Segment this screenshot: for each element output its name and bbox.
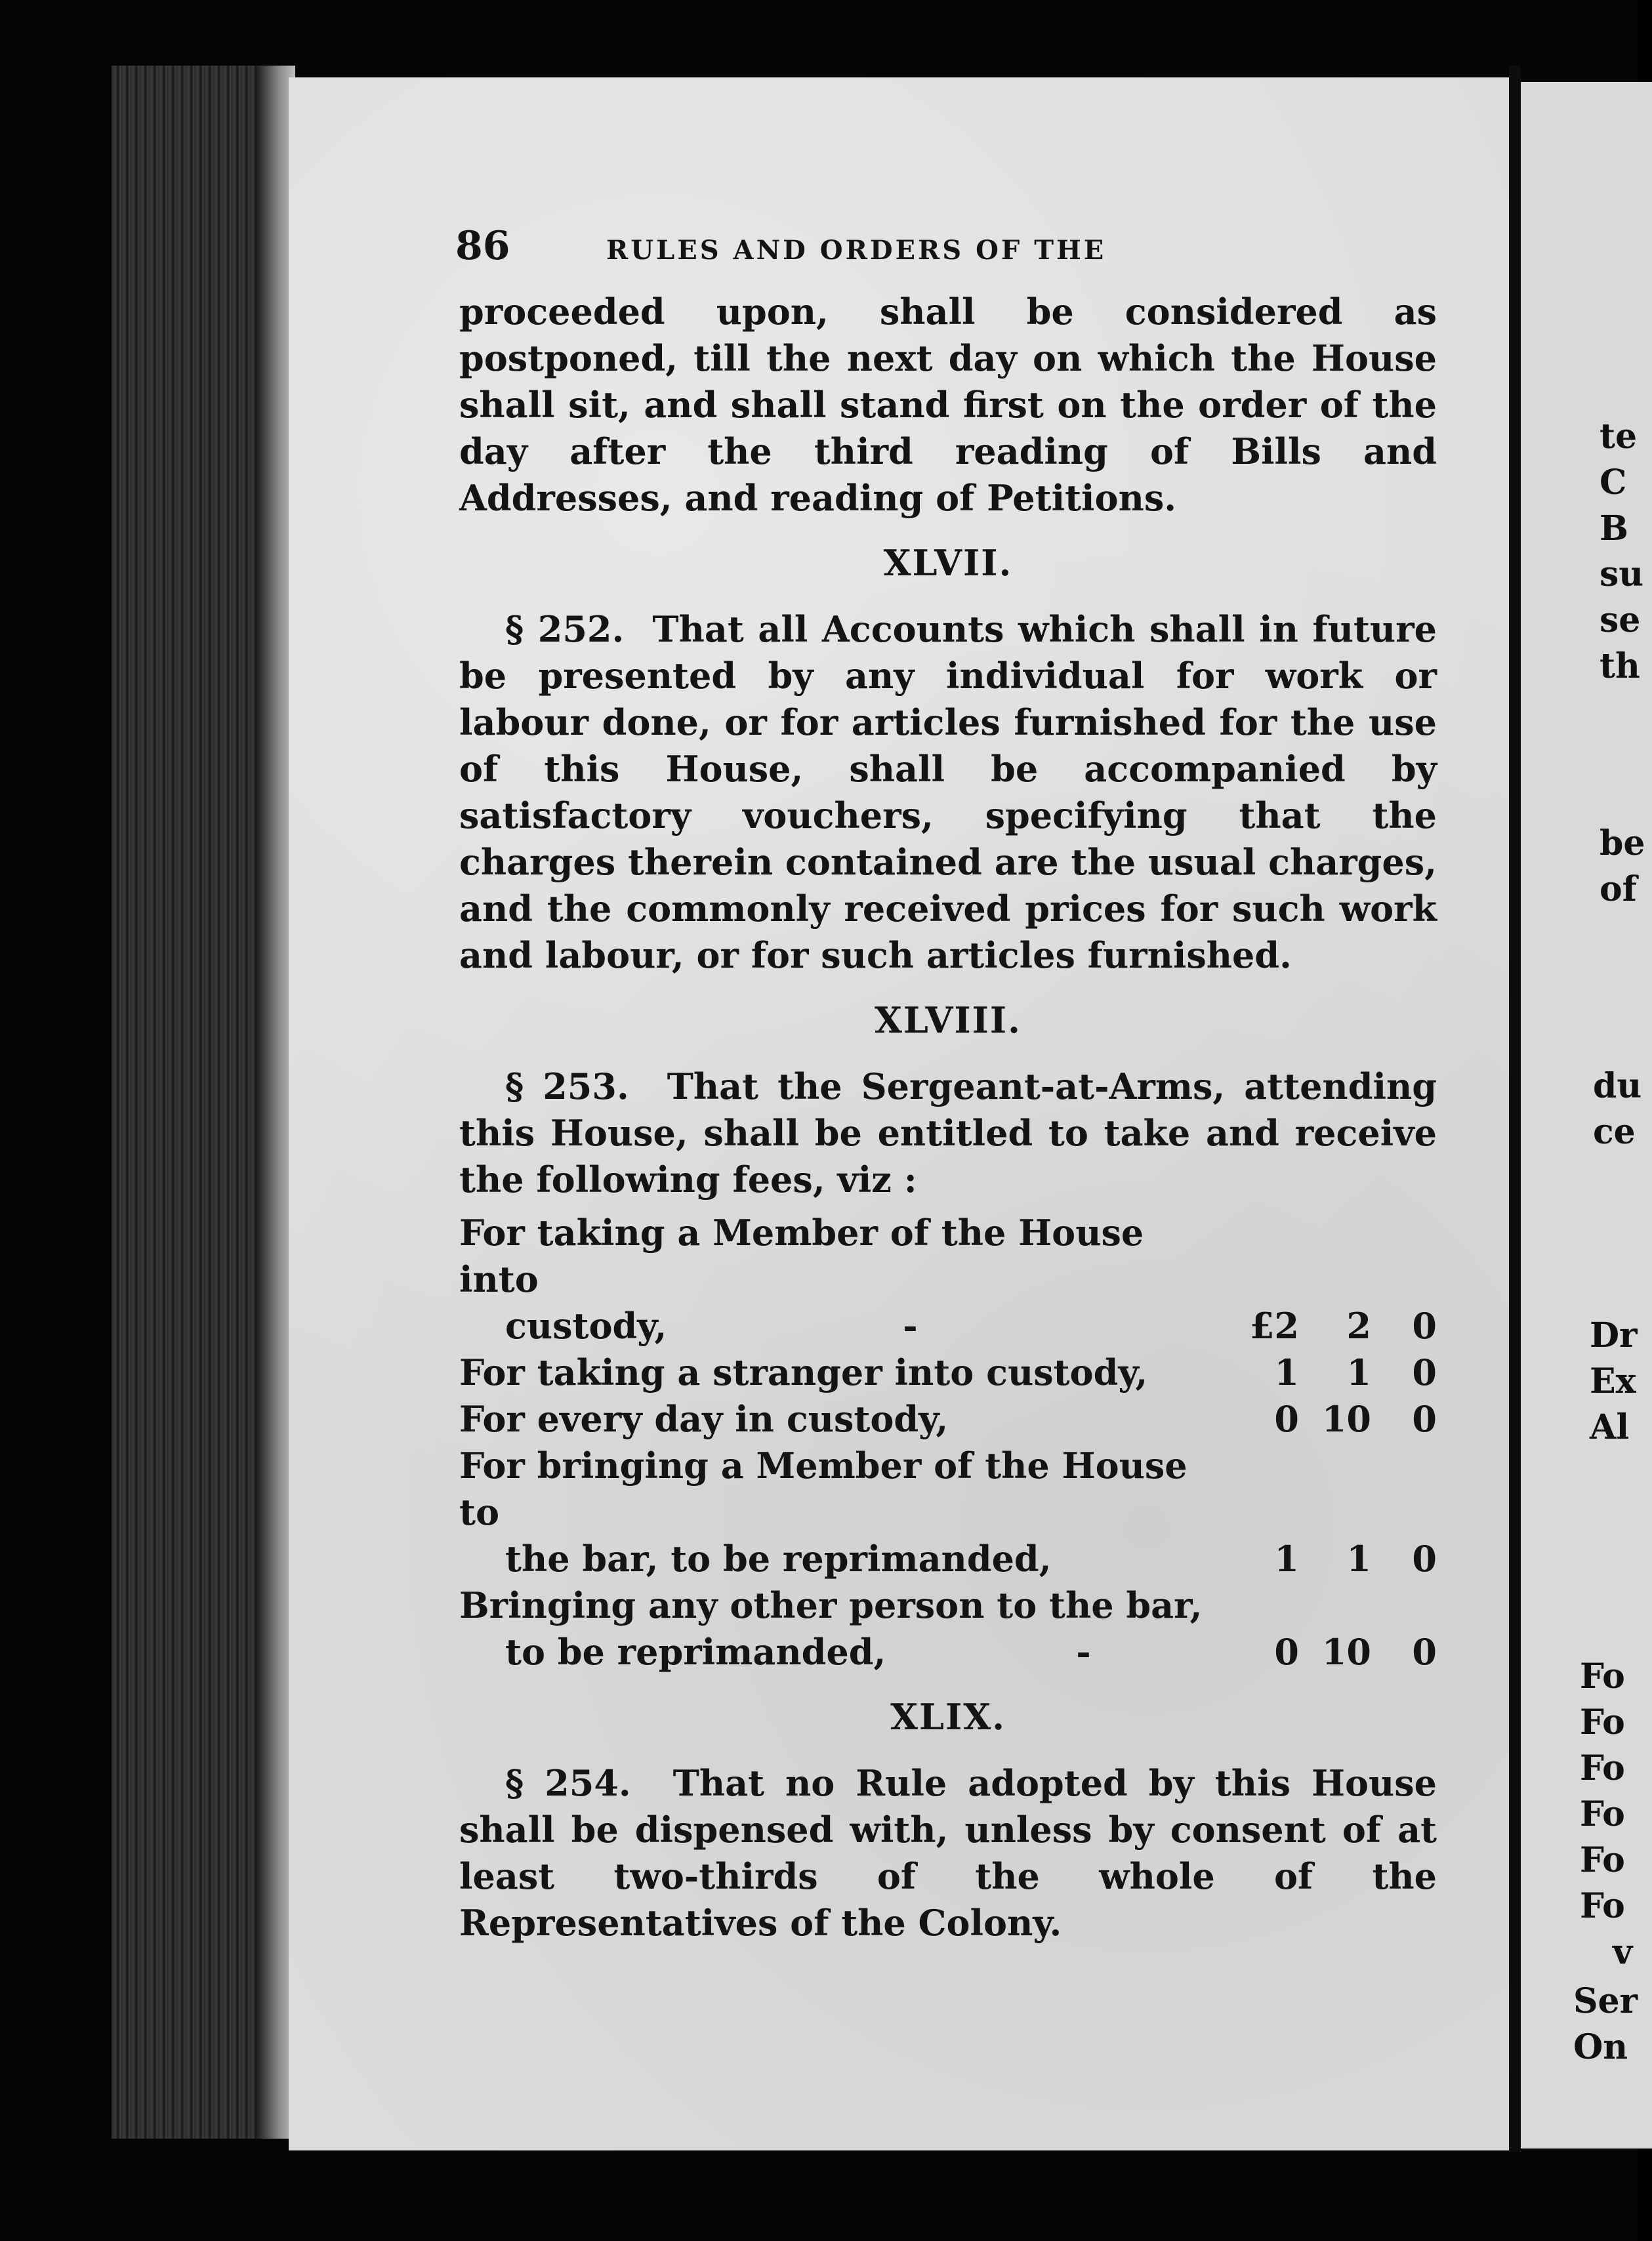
next-page-fragment: v bbox=[1613, 1932, 1633, 1972]
fee-row bbox=[459, 1396, 1437, 1443]
fee-description: For every day in custody, bbox=[459, 1398, 949, 1440]
next-page-fragment: Ex bbox=[1590, 1361, 1636, 1401]
fee-dash: - bbox=[903, 1305, 918, 1347]
fee-shillings: 2 bbox=[1346, 1305, 1371, 1347]
next-page-fragment: Ser bbox=[1573, 1981, 1638, 2021]
fee-pounds: £2 bbox=[1249, 1305, 1299, 1347]
fee-pence: 0 bbox=[1412, 1305, 1437, 1347]
next-page-fragment: be bbox=[1600, 823, 1645, 863]
fee-line bbox=[459, 1303, 1227, 1349]
fee-line bbox=[459, 1629, 1227, 1676]
next-page-fragment: Fo bbox=[1580, 1840, 1625, 1880]
fee-line: For taking a Member of the House into bbox=[459, 1212, 1144, 1300]
fee-shillings: 10 bbox=[1321, 1398, 1371, 1440]
fee-line: the bar, to be reprimanded, bbox=[505, 1538, 1052, 1580]
fee-pounds: 0 bbox=[1274, 1398, 1299, 1440]
fee-description bbox=[459, 1582, 1227, 1676]
fee-line-text: to be reprimanded, bbox=[505, 1631, 886, 1673]
fee-pence: 0 bbox=[1412, 1398, 1437, 1440]
next-page-fragment: Fo bbox=[1580, 1702, 1625, 1742]
next-page-fragment: se bbox=[1600, 600, 1641, 640]
page-divider bbox=[1509, 66, 1521, 2152]
next-page-fragment: ce bbox=[1593, 1112, 1636, 1152]
section-numeral: XLVIII. bbox=[875, 999, 1022, 1041]
next-page-fragment: Fo bbox=[1580, 1748, 1625, 1788]
section-text: That all Accounts which shall in future be presented by any individual for work or labour done, or for articles furnished for the use of this House, shall be accompanied by satisfactory vouchers, specifying that the charges therein contained are the usual charges, and the commonly received prices for such work and labour, or for such articles furnished. bbox=[459, 608, 1437, 976]
fee-pounds: 0 bbox=[1274, 1631, 1299, 1673]
fee-shillings: 1 bbox=[1346, 1538, 1371, 1580]
section-paragraph bbox=[459, 1760, 1437, 1946]
running-head bbox=[455, 223, 1437, 289]
fee-pence: 0 bbox=[1412, 1538, 1437, 1580]
section-number: § 253. bbox=[505, 1065, 629, 1107]
fee-row bbox=[459, 1443, 1437, 1582]
page-number: 86 bbox=[455, 223, 510, 269]
section-text: That no Rule adopted by this House shall be dispensed with, unless by consent of at least two-thirds of the whole of the Representatives of the Colony. bbox=[459, 1762, 1437, 1944]
section-numeral: XLVII. bbox=[883, 542, 1013, 584]
fee-shillings: 1 bbox=[1346, 1351, 1371, 1393]
fee-shillings: 10 bbox=[1321, 1631, 1371, 1673]
next-page-fragment: of bbox=[1600, 869, 1638, 909]
page-text bbox=[455, 223, 1437, 1946]
fee-pounds: 1 bbox=[1274, 1538, 1299, 1580]
next-page-fragment: te bbox=[1600, 417, 1638, 457]
fee-pence: 0 bbox=[1412, 1631, 1437, 1673]
fee-pounds: 1 bbox=[1274, 1351, 1299, 1393]
next-page-fragment: B bbox=[1600, 508, 1628, 548]
fee-row bbox=[459, 1582, 1437, 1676]
section-number: § 254. bbox=[505, 1762, 631, 1804]
fee-dash: - bbox=[1076, 1631, 1091, 1673]
next-page-fragment: Fo bbox=[1580, 1794, 1625, 1834]
section-paragraph bbox=[459, 1063, 1437, 1203]
next-page-fragment: Fo bbox=[1580, 1656, 1625, 1696]
fee-line: For bringing a Member of the House to bbox=[459, 1445, 1187, 1533]
fee-line-text: custody, bbox=[505, 1305, 667, 1347]
next-page-fragment: C bbox=[1600, 463, 1627, 503]
fee-description bbox=[459, 1443, 1227, 1582]
next-page-fragment: su bbox=[1600, 554, 1644, 594]
fee-pence: 0 bbox=[1412, 1351, 1437, 1393]
running-title: RULES AND ORDERS OF THE bbox=[606, 235, 1107, 266]
fee-schedule bbox=[459, 1210, 1437, 1676]
next-page-fragment: Fo bbox=[1580, 1886, 1625, 1926]
next-page-fragment: On bbox=[1573, 2027, 1628, 2067]
section-text: That the Sergeant-at-Arms, attending this House, shall be entitled to take and receive the following fees, viz : bbox=[459, 1065, 1437, 1201]
section-numeral: XLIX. bbox=[890, 1696, 1006, 1738]
section-number: § 252. bbox=[505, 608, 625, 650]
next-page-fragment: du bbox=[1593, 1066, 1642, 1106]
fee-line: Bringing any other person to the bar, bbox=[459, 1584, 1203, 1626]
right-page-edge bbox=[1521, 82, 1652, 2148]
intro-paragraph: proceeded upon, shall be considered as postponed, till the next day on which the House shall sit, and shall stand first on the order of the day after the third reading of Bills and Addresses, and reading of Petitions. bbox=[459, 291, 1437, 519]
fee-row bbox=[459, 1210, 1437, 1349]
next-page-fragment: th bbox=[1600, 646, 1640, 686]
fee-row bbox=[459, 1349, 1437, 1396]
section-paragraph bbox=[459, 606, 1437, 979]
fee-description bbox=[459, 1210, 1227, 1349]
next-page-fragment: Dr bbox=[1590, 1315, 1638, 1355]
next-page-fragment: Al bbox=[1590, 1407, 1630, 1447]
fee-description: For taking a stranger into custody, bbox=[459, 1351, 1148, 1393]
